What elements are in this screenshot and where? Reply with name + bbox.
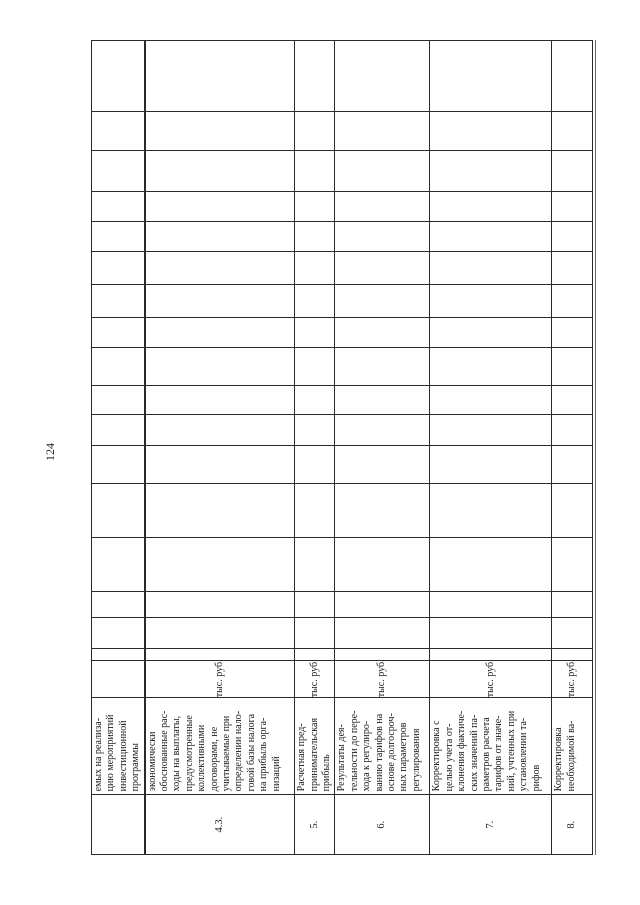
table-row [430, 41, 552, 855]
description-line: Результаты дея- [336, 724, 348, 792]
value-cell [430, 222, 552, 252]
description-line: основе долгосроч- [385, 713, 397, 792]
row-number-cell: 6. [335, 795, 430, 855]
value-cell [430, 592, 552, 618]
description-line: предусмотренные [183, 715, 195, 792]
description-line: на прибыль орга- [258, 717, 270, 792]
unit-cell: тыс. руб. [145, 660, 295, 697]
value-cell [430, 348, 552, 385]
indicator-description-cell [552, 698, 593, 795]
description-line: ских значений па- [468, 714, 480, 792]
value-cell [552, 385, 593, 414]
description-line: Расчетная пред- [296, 723, 308, 792]
value-cell [295, 415, 335, 445]
value-cell [552, 415, 593, 445]
description-line: раметров расчета [480, 717, 492, 792]
value-cell [430, 385, 552, 414]
row-number-cell: 5. [295, 795, 335, 855]
value-cell [145, 252, 295, 284]
value-cell [92, 537, 145, 592]
value-cell [430, 318, 552, 348]
value-cell [92, 252, 145, 284]
value-cell [92, 348, 145, 385]
table-row [92, 41, 145, 855]
unit-cell: тыс. руб. [295, 660, 335, 697]
value-cell [295, 618, 335, 648]
value-cell [430, 151, 552, 191]
value-cell [335, 445, 430, 483]
value-cell [335, 222, 430, 252]
value-cell [552, 445, 593, 483]
value-cell [145, 618, 295, 648]
value-cell [295, 252, 335, 284]
page-number: 124 [43, 443, 57, 461]
description-line: программы [130, 743, 142, 792]
indicator-description-cell [430, 698, 552, 795]
table-row [295, 41, 335, 855]
description-line: целью учета от- [443, 723, 455, 792]
value-cell [552, 618, 593, 648]
value-cell [92, 151, 145, 191]
value-cell [430, 618, 552, 648]
value-cell [552, 284, 593, 317]
value-cell [295, 445, 335, 483]
value-cell [295, 284, 335, 317]
value-cell [92, 415, 145, 445]
description-line: ных параметров [398, 722, 410, 792]
description-line: емых на реализа- [93, 717, 104, 792]
description-line: необходимой ва- [565, 720, 577, 792]
value-cell [145, 111, 295, 150]
description-line: коллективными [196, 724, 208, 792]
value-cell [335, 252, 430, 284]
bottom-rule [595, 40, 596, 855]
value-cell [552, 483, 593, 537]
unit-cell: тыс. руб. [430, 660, 552, 697]
value-cell [430, 284, 552, 317]
unit-cell [92, 660, 145, 697]
value-cell [430, 483, 552, 537]
value-cell [335, 537, 430, 592]
value-cell [335, 151, 430, 191]
value-cell [552, 222, 593, 252]
value-cell [295, 222, 335, 252]
value-cell [552, 592, 593, 618]
row-number-cell: 8. [552, 795, 593, 855]
value-cell [145, 385, 295, 414]
value-cell [145, 191, 295, 221]
value-cell [335, 111, 430, 150]
value-cell [295, 41, 335, 112]
description-line: экономически [146, 731, 158, 792]
value-cell [430, 252, 552, 284]
rotated-table-sheet [91, 215, 640, 855]
value-cell [552, 111, 593, 150]
description-line: учитываемые при [221, 715, 233, 792]
value-cell [145, 445, 295, 483]
value-cell [295, 592, 335, 618]
value-cell [295, 318, 335, 348]
description-line: Корректировка с [431, 720, 443, 792]
value-cell [552, 41, 593, 112]
value-cell [295, 151, 335, 191]
value-cell [295, 348, 335, 385]
value-cell [295, 191, 335, 221]
value-cell [335, 348, 430, 385]
value-cell [92, 111, 145, 150]
description-line: ходы на выплаты, [171, 715, 183, 792]
value-cell [552, 537, 593, 592]
tariff-table [91, 40, 593, 855]
value-cell [92, 41, 145, 112]
value-cell [295, 385, 335, 414]
description-line: Корректировка [553, 727, 565, 792]
value-cell [145, 151, 295, 191]
value-cell [145, 592, 295, 618]
value-cell [335, 483, 430, 537]
value-cell [430, 41, 552, 112]
description-line: низаций [270, 756, 282, 792]
description-line: регулирования [410, 728, 422, 792]
value-cell [335, 618, 430, 648]
value-cell [92, 483, 145, 537]
value-cell [145, 41, 295, 112]
description-line: цию мероприятий [105, 714, 117, 792]
row-number-cell: 7. [430, 795, 552, 855]
value-cell [335, 592, 430, 618]
description-line: тельности до пере- [348, 710, 360, 792]
indicator-description-cell [92, 698, 145, 795]
value-cell [335, 191, 430, 221]
value-cell [335, 385, 430, 414]
description-line: ний, учтенных при [505, 710, 517, 792]
value-cell [145, 537, 295, 592]
unit-cell: тыс. руб. [552, 660, 593, 697]
value-cell [92, 618, 145, 648]
value-cell [430, 445, 552, 483]
value-cell [145, 415, 295, 445]
value-cell [335, 284, 430, 317]
value-cell [92, 318, 145, 348]
description-line: рифов [530, 764, 542, 792]
description-line: установлении та- [518, 717, 530, 792]
indicator-description-cell [335, 698, 430, 795]
description-line: определении нало- [233, 710, 245, 792]
value-cell [92, 385, 145, 414]
description-line: принимательская [308, 717, 320, 792]
value-cell [92, 191, 145, 221]
value-cell [92, 284, 145, 317]
value-cell [295, 483, 335, 537]
value-cell [92, 222, 145, 252]
description-line: клонения фактиче- [456, 710, 468, 792]
value-cell [430, 537, 552, 592]
value-cell [145, 483, 295, 537]
value-cell [552, 252, 593, 284]
value-cell [552, 151, 593, 191]
value-cell [430, 191, 552, 221]
description-line: договорами, не [208, 726, 220, 792]
value-cell [335, 415, 430, 445]
table-row [335, 41, 430, 855]
value-cell [145, 318, 295, 348]
value-cell [92, 648, 145, 660]
indicator-description-cell [295, 698, 335, 795]
table-row [552, 41, 593, 855]
row-number-cell [92, 795, 145, 855]
description-line: тарифов от значе- [493, 715, 505, 792]
value-cell [295, 111, 335, 150]
unit-cell: тыс. руб. [335, 660, 430, 697]
value-cell [335, 41, 430, 112]
description-line: прибыль [320, 754, 332, 792]
table-row [145, 41, 295, 855]
description-line: инвестиционной [117, 720, 129, 792]
description-line: ванию тарифов на [373, 713, 385, 792]
value-cell [430, 415, 552, 445]
value-cell [430, 111, 552, 150]
value-cell [295, 537, 335, 592]
indicator-description-cell [145, 698, 295, 795]
row-number-cell: 4.3. [145, 795, 295, 855]
value-cell [92, 592, 145, 618]
value-cell [145, 222, 295, 252]
value-cell [552, 318, 593, 348]
value-cell [335, 318, 430, 348]
value-cell [145, 348, 295, 385]
description-line: хода к регулиро- [361, 720, 373, 792]
description-line: обоснованные рас- [159, 710, 171, 792]
value-cell [552, 191, 593, 221]
value-cell [145, 284, 295, 317]
description-line: говой базы налога [245, 713, 257, 792]
value-cell [92, 445, 145, 483]
value-cell [552, 348, 593, 385]
